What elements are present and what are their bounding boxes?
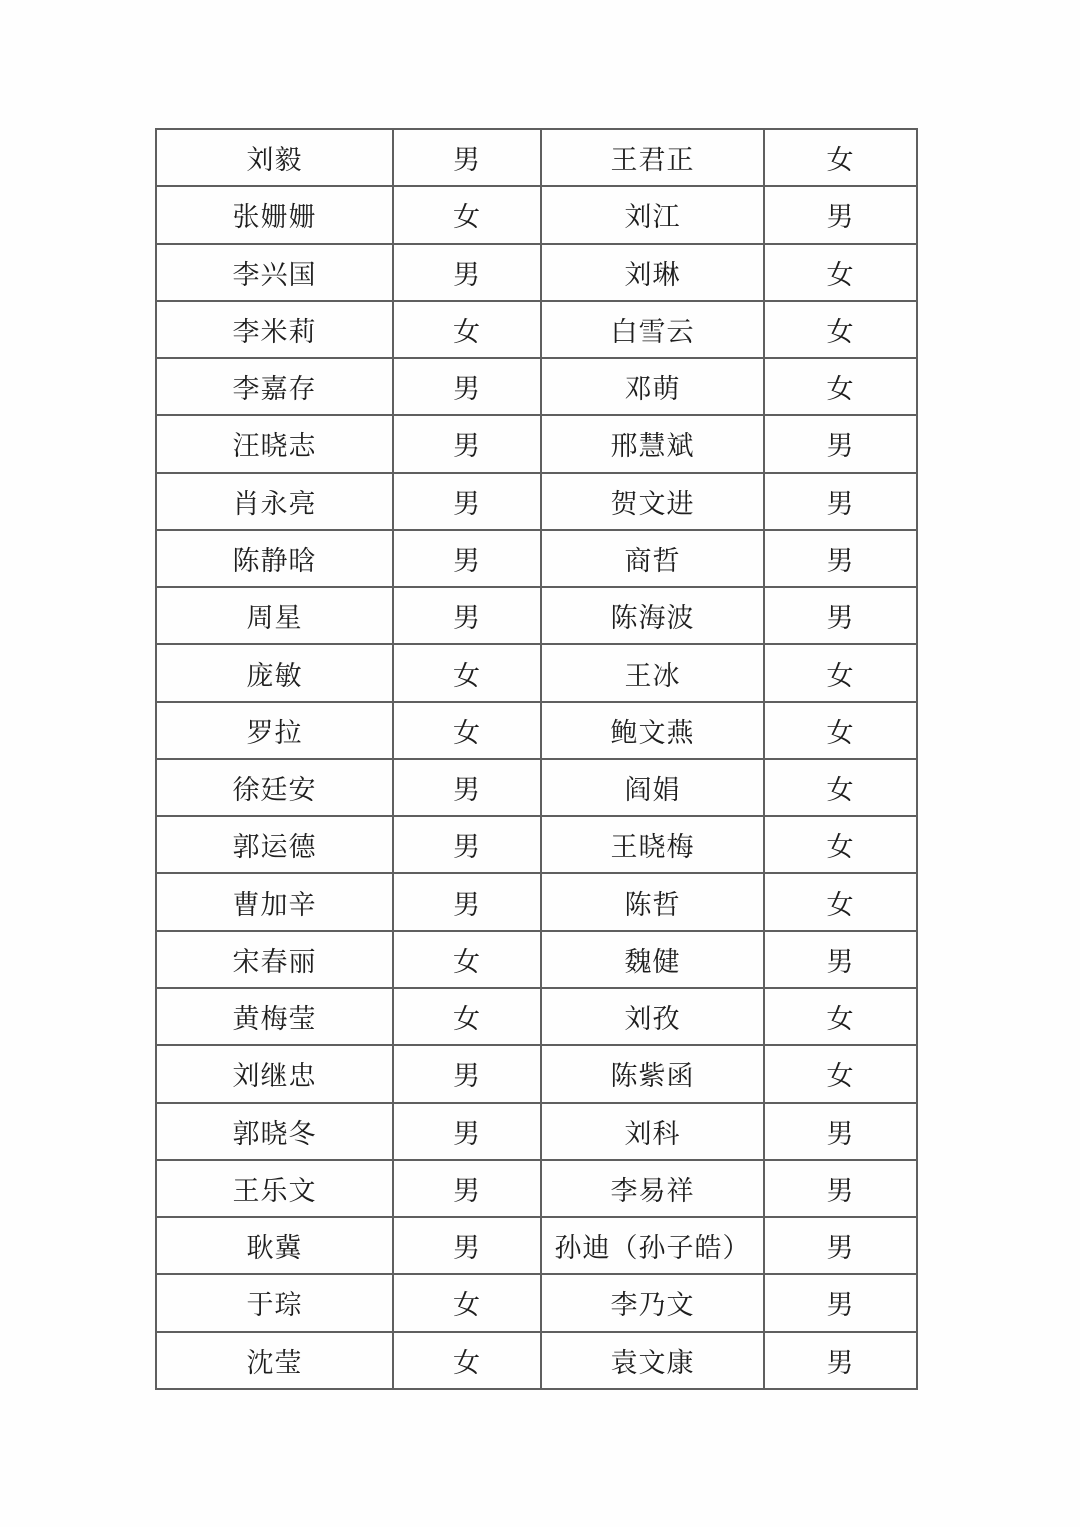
table-row: [156, 129, 917, 186]
table-row: [156, 873, 917, 930]
gender-cell: 女: [764, 129, 917, 186]
table-row: [156, 415, 917, 472]
table-row: [156, 702, 917, 759]
gender-cell: 女: [764, 644, 917, 701]
table-row: [156, 301, 917, 358]
gender-cell: 女: [764, 988, 917, 1045]
name-cell: 沈莹: [156, 1332, 393, 1389]
gender-cell: 男: [393, 873, 541, 930]
name-cell: 李乃文: [541, 1274, 764, 1331]
name-cell: 邓萌: [541, 358, 764, 415]
gender-cell: 男: [393, 1045, 541, 1102]
gender-cell: 男: [764, 1160, 917, 1217]
gender-cell: 男: [393, 358, 541, 415]
name-cell: 陈静晗: [156, 530, 393, 587]
gender-cell: 男: [393, 816, 541, 873]
name-cell: 阎娟: [541, 759, 764, 816]
name-cell: 王君正: [541, 129, 764, 186]
gender-cell: 男: [764, 587, 917, 644]
name-cell: 刘科: [541, 1103, 764, 1160]
table-row: [156, 1332, 917, 1389]
table-row: [156, 644, 917, 701]
name-cell: 周星: [156, 587, 393, 644]
gender-cell: 男: [393, 129, 541, 186]
table-row: [156, 1160, 917, 1217]
table-row: [156, 587, 917, 644]
gender-cell: 女: [393, 1332, 541, 1389]
gender-cell: 女: [764, 301, 917, 358]
table-row: [156, 1217, 917, 1274]
name-cell: 王晓梅: [541, 816, 764, 873]
name-cell: 陈海波: [541, 587, 764, 644]
gender-cell: 男: [764, 1217, 917, 1274]
name-cell: 魏健: [541, 931, 764, 988]
name-cell: 徐廷安: [156, 759, 393, 816]
name-cell: 庞敏: [156, 644, 393, 701]
name-cell: 郭运德: [156, 816, 393, 873]
gender-cell: 男: [764, 1274, 917, 1331]
roster-table: [155, 128, 918, 1390]
table-row: [156, 244, 917, 301]
name-cell: 白雪云: [541, 301, 764, 358]
gender-cell: 男: [393, 587, 541, 644]
gender-cell: 女: [393, 644, 541, 701]
name-cell: 于琮: [156, 1274, 393, 1331]
name-cell: 宋春丽: [156, 931, 393, 988]
gender-cell: 女: [393, 186, 541, 243]
table-row: [156, 1103, 917, 1160]
table-row: [156, 988, 917, 1045]
name-cell: 罗拉: [156, 702, 393, 759]
table-row: [156, 931, 917, 988]
gender-cell: 女: [393, 301, 541, 358]
gender-cell: 男: [393, 415, 541, 472]
gender-cell: 女: [764, 358, 917, 415]
gender-cell: 女: [393, 931, 541, 988]
name-cell: 鲍文燕: [541, 702, 764, 759]
name-cell: 郭晓冬: [156, 1103, 393, 1160]
gender-cell: 男: [764, 186, 917, 243]
gender-cell: 男: [393, 473, 541, 530]
gender-cell: 女: [764, 702, 917, 759]
name-cell: 商哲: [541, 530, 764, 587]
gender-cell: 女: [393, 1274, 541, 1331]
name-cell: 陈紫函: [541, 1045, 764, 1102]
name-cell: 王冰: [541, 644, 764, 701]
name-cell: 刘孜: [541, 988, 764, 1045]
name-cell: 刘毅: [156, 129, 393, 186]
name-cell: 李嘉存: [156, 358, 393, 415]
name-cell: 李易祥: [541, 1160, 764, 1217]
gender-cell: 男: [393, 530, 541, 587]
name-cell: 孙迪（孙子皓）: [541, 1217, 764, 1274]
name-cell: 王乐文: [156, 1160, 393, 1217]
gender-cell: 男: [393, 759, 541, 816]
gender-cell: 男: [393, 1103, 541, 1160]
gender-cell: 女: [764, 244, 917, 301]
gender-cell: 女: [764, 873, 917, 930]
name-cell: 李兴国: [156, 244, 393, 301]
table-row: [156, 473, 917, 530]
gender-cell: 女: [393, 988, 541, 1045]
gender-cell: 男: [393, 244, 541, 301]
gender-cell: 男: [764, 931, 917, 988]
gender-cell: 女: [393, 702, 541, 759]
name-cell: 李米莉: [156, 301, 393, 358]
table-row: [156, 186, 917, 243]
name-cell: 刘继忠: [156, 1045, 393, 1102]
table-row: [156, 358, 917, 415]
gender-cell: 男: [393, 1160, 541, 1217]
gender-cell: 男: [764, 530, 917, 587]
gender-cell: 男: [764, 1103, 917, 1160]
name-cell: 黄梅莹: [156, 988, 393, 1045]
name-cell: 刘江: [541, 186, 764, 243]
name-cell: 汪晓志: [156, 415, 393, 472]
table-row: [156, 1274, 917, 1331]
table-row: [156, 816, 917, 873]
gender-cell: 男: [764, 473, 917, 530]
table-row: [156, 759, 917, 816]
gender-cell: 女: [764, 759, 917, 816]
name-cell: 袁文康: [541, 1332, 764, 1389]
gender-cell: 女: [764, 816, 917, 873]
roster-table-body: [156, 129, 917, 1389]
name-cell: 贺文进: [541, 473, 764, 530]
name-cell: 曹加辛: [156, 873, 393, 930]
gender-cell: 男: [393, 1217, 541, 1274]
gender-cell: 男: [764, 1332, 917, 1389]
name-cell: 刘琳: [541, 244, 764, 301]
gender-cell: 男: [764, 415, 917, 472]
table-row: [156, 1045, 917, 1102]
name-cell: 邢慧斌: [541, 415, 764, 472]
gender-cell: 女: [764, 1045, 917, 1102]
name-cell: 陈哲: [541, 873, 764, 930]
name-cell: 张姗姗: [156, 186, 393, 243]
table-row: [156, 530, 917, 587]
name-cell: 肖永亮: [156, 473, 393, 530]
name-cell: 耿冀: [156, 1217, 393, 1274]
